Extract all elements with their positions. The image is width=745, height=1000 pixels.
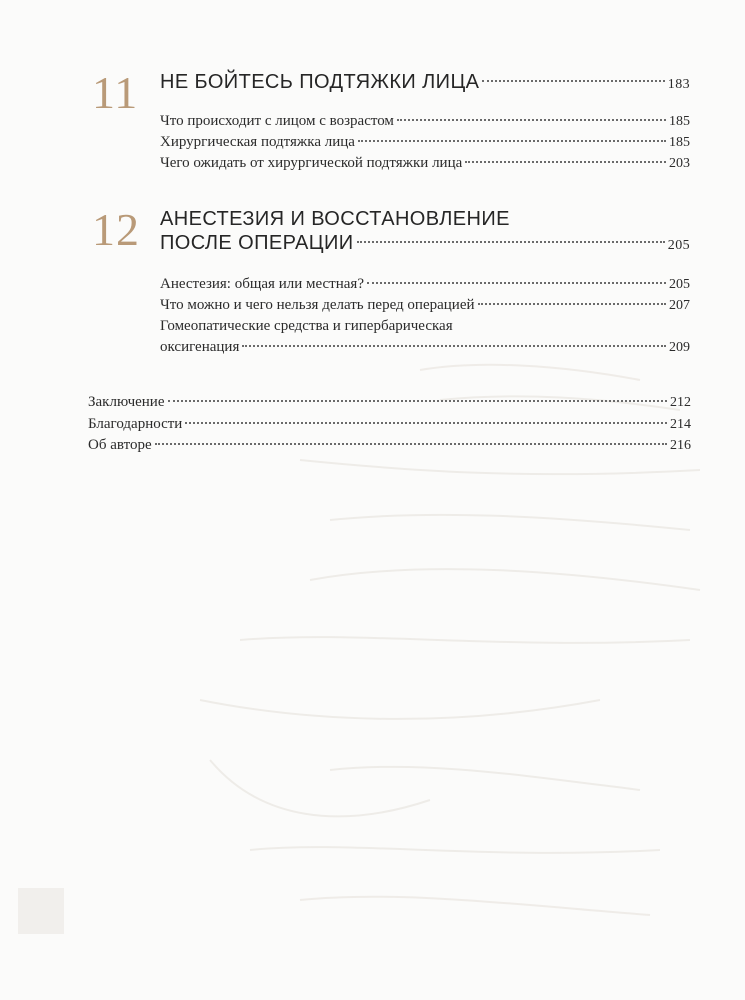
back-matter-list [88,392,691,457]
entry-label: Что можно и чего нельзя делать перед операцией [160,297,475,313]
leader-dots [482,80,664,82]
leader-dots [367,282,666,284]
chapter-number: 11 [92,67,139,118]
toc-entry-acknowledgements[interactable] [88,414,691,436]
toc-entry[interactable] [160,295,690,316]
toc-entry[interactable] [160,274,690,295]
leader-dots [397,119,666,121]
chapter-title-line1: АНЕСТЕЗИЯ И ВОССТАНОВЛЕНИЕ [160,208,510,230]
leader-dots [155,443,667,445]
toc-entry-about-author[interactable] [88,435,691,457]
page-number: 185 [669,135,690,150]
section-list [160,111,690,174]
leader-dots [185,422,667,424]
page-number: 185 [669,114,690,129]
page-number: 209 [669,340,690,355]
entry-label-line2: оксигенация [160,339,240,355]
toc-entry[interactable] [160,153,690,174]
leader-dots [168,400,668,402]
chapter-title-row[interactable] [160,70,690,97]
entry-label: Чего ожидать от хирургической подтяжки лица [160,155,463,171]
toc-entry-conclusion[interactable] [88,392,691,414]
chapter-title-line2: ПОСЛЕ ОПЕРАЦИИ [160,232,354,254]
leader-dots [357,241,665,243]
toc-entry[interactable] [160,316,690,358]
leader-dots [478,303,666,305]
entry-label: Об авторе [88,437,152,453]
chapter-title-row[interactable] [160,231,690,258]
leader-dots [358,140,666,142]
leader-dots [242,345,666,347]
page-number: 214 [670,416,691,432]
page-number: 203 [669,156,690,171]
page-number: 183 [667,77,690,92]
page-number: 212 [670,395,691,410]
page-number: 205 [667,238,690,253]
section-list [160,274,690,358]
entry-label: Благодарности [88,415,183,432]
chapter-number: 12 [92,204,140,255]
entry-label-line1: Гомеопатические средства и гипербарическая [160,318,453,334]
page-number: 216 [670,438,691,453]
entry-label: Хирургическая подтяжка лица [160,134,355,150]
leader-dots [465,161,666,163]
entry-label: Заключение [88,394,165,410]
toc-entry[interactable] [160,132,690,153]
chapter-title: НЕ БОЙТЕСЬ ПОДТЯЖКИ ЛИЦА [160,71,480,93]
entry-label: Анестезия: общая или местная? [160,276,364,292]
toc-entry[interactable] [160,111,690,132]
entry-label: Что происходит с лицом с возрастом [160,113,394,129]
page-number: 205 [669,277,690,292]
page-number: 207 [669,298,690,313]
